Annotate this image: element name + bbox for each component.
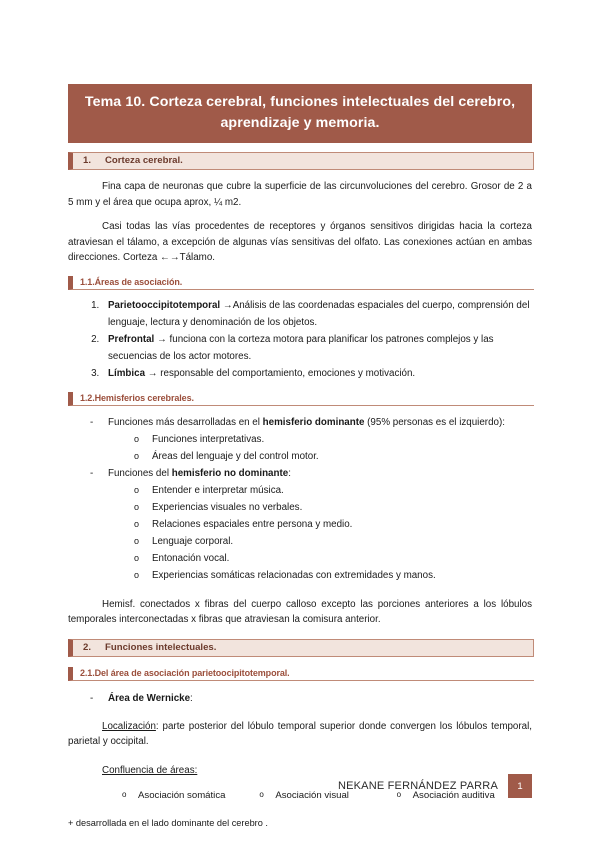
confluencia-label-text: Confluencia de áreas: xyxy=(102,764,198,776)
list-item: o Áreas del lenguaje y del control motor. xyxy=(68,448,532,465)
footer-author: NEKANE FERNÁNDEZ PARRA xyxy=(337,780,498,792)
area-term-prefrontal: Prefrontal xyxy=(108,333,155,345)
area-term-limbica: Límbica xyxy=(108,367,146,379)
list-item-hemisferio-dominante xyxy=(68,414,532,431)
paragraph-vias-sensitivas: Casi todas las vías procedentes de receptores y órganos sensitivos dirigidas hacia la corteza atraviesan el tálamo, a excepción de algunas vías sensitivas del olfato. Las conexiones actúan en ambas direcciones. Corteza ←→Tálamo. xyxy=(68,221,532,263)
arrow-icon: → xyxy=(157,333,167,345)
list-item xyxy=(102,331,532,365)
lead-text: Funciones del xyxy=(108,467,172,479)
paragraph-cuerpo-calloso: Hemisf. conectados x fibras del cuerpo calloso excepto las porciones anteriores a los lóbulos temporales interconectadas x fibras que atraviesan la comisura anterior. xyxy=(68,598,532,625)
section-label-2: Funciones intelectuales. xyxy=(105,641,217,653)
hemisferio-no-dominante-dash-list xyxy=(68,465,532,482)
confluencia-item-visual: o Asociación visual xyxy=(257,789,394,803)
areas-asociacion-list xyxy=(68,297,532,382)
section-heading-1 xyxy=(68,152,534,170)
localizacion-label: Localización xyxy=(102,720,156,732)
localizacion-text: : parte posterior del lóbulo temporal superior donde convergen los lóbulos temporal, parietal y occipital. xyxy=(68,720,532,747)
hemisferio-dominante-bold: hemisferio dominante xyxy=(262,416,365,428)
section-number-2: 2. xyxy=(83,641,92,653)
list-item-hemisferio-no-dominante xyxy=(68,465,532,482)
paragraph-localizacion xyxy=(68,719,532,750)
section-number-1: 1. xyxy=(83,155,92,166)
arrow-icon: → xyxy=(222,299,233,311)
section-heading-1-1: 1.1.Áreas de asociación. xyxy=(68,276,534,290)
area-text: funciona con la corteza motora para planificar los patrones complejos y las secuencias de los actor motores. xyxy=(108,333,494,362)
area-text: responsable del comportamiento, emociones y motivación. xyxy=(157,367,416,379)
section-label-1: Corteza cerebral. xyxy=(105,155,183,166)
list-item: o Entender e interpretar música. xyxy=(68,482,532,499)
list-item: o Experiencias somáticas relacionadas con extremidades y manos. xyxy=(68,567,532,584)
section-heading-2-1: 2.1.Del área de asociación parietoocipitotemporal. xyxy=(68,667,534,681)
lead-text: Funciones más desarrolladas en el xyxy=(108,416,263,428)
confluencia-item-auditiva: o Asociación auditiva xyxy=(395,789,532,803)
paragraph-corteza-definicion: Fina capa de neuronas que cubre la superficie de las circunvoluciones del cerebro. Grosor de 2 a 5 mm y el área que ocupa aprox, ¼ m2. xyxy=(68,181,532,208)
page-number-badge: 1 xyxy=(508,774,532,798)
hemisferio-dominante-sublist xyxy=(68,431,532,465)
document-title-banner: Tema 10. Corteza cerebral, funciones intelectuales del cerebro, aprendizaje y memoria. xyxy=(68,84,532,143)
list-item: o Entonación vocal. xyxy=(68,550,532,567)
trail-text: : xyxy=(288,467,291,479)
colon: : xyxy=(190,692,193,704)
wernicke-dash-list xyxy=(68,690,532,707)
hemisferio-no-dominante-sublist xyxy=(68,482,532,584)
trail-text: (95% personas es el izquierdo): xyxy=(364,416,505,428)
nota-lado-dominante: + desarrollada en el lado dominante del cerebro . xyxy=(68,817,268,828)
page-footer xyxy=(68,774,532,798)
list-item xyxy=(102,297,532,331)
list-item: o Experiencias visuales no verbales. xyxy=(68,499,532,516)
list-item-area-wernicke xyxy=(68,690,532,707)
arrow-icon: → xyxy=(147,367,158,379)
document-content xyxy=(68,84,532,830)
section-heading-2 xyxy=(68,639,534,657)
confluencia-item-somatica: o Asociación somática xyxy=(120,789,257,803)
hemisferios-dash-list xyxy=(68,414,532,431)
hemisferio-no-dominante-bold: hemisferio no dominante xyxy=(171,467,289,479)
section-heading-1-2: 1.2.Hemisferios cerebrales. xyxy=(68,392,534,406)
list-item: o Lenguaje corporal. xyxy=(68,533,532,550)
list-item: o Relaciones espaciales entre persona y medio. xyxy=(68,516,532,533)
area-wernicke-title: Área de Wernicke xyxy=(108,692,191,704)
list-item: o Funciones interpretativas. xyxy=(68,431,532,448)
area-term-parietooccipitotemporal: Parietooccipitotemporal xyxy=(108,299,221,311)
area-text: Análisis de las coordenadas espaciales del cuerpo, comprensión del lenguaje, lectura y denominación de los objetos. xyxy=(108,299,530,328)
list-item xyxy=(102,365,532,382)
